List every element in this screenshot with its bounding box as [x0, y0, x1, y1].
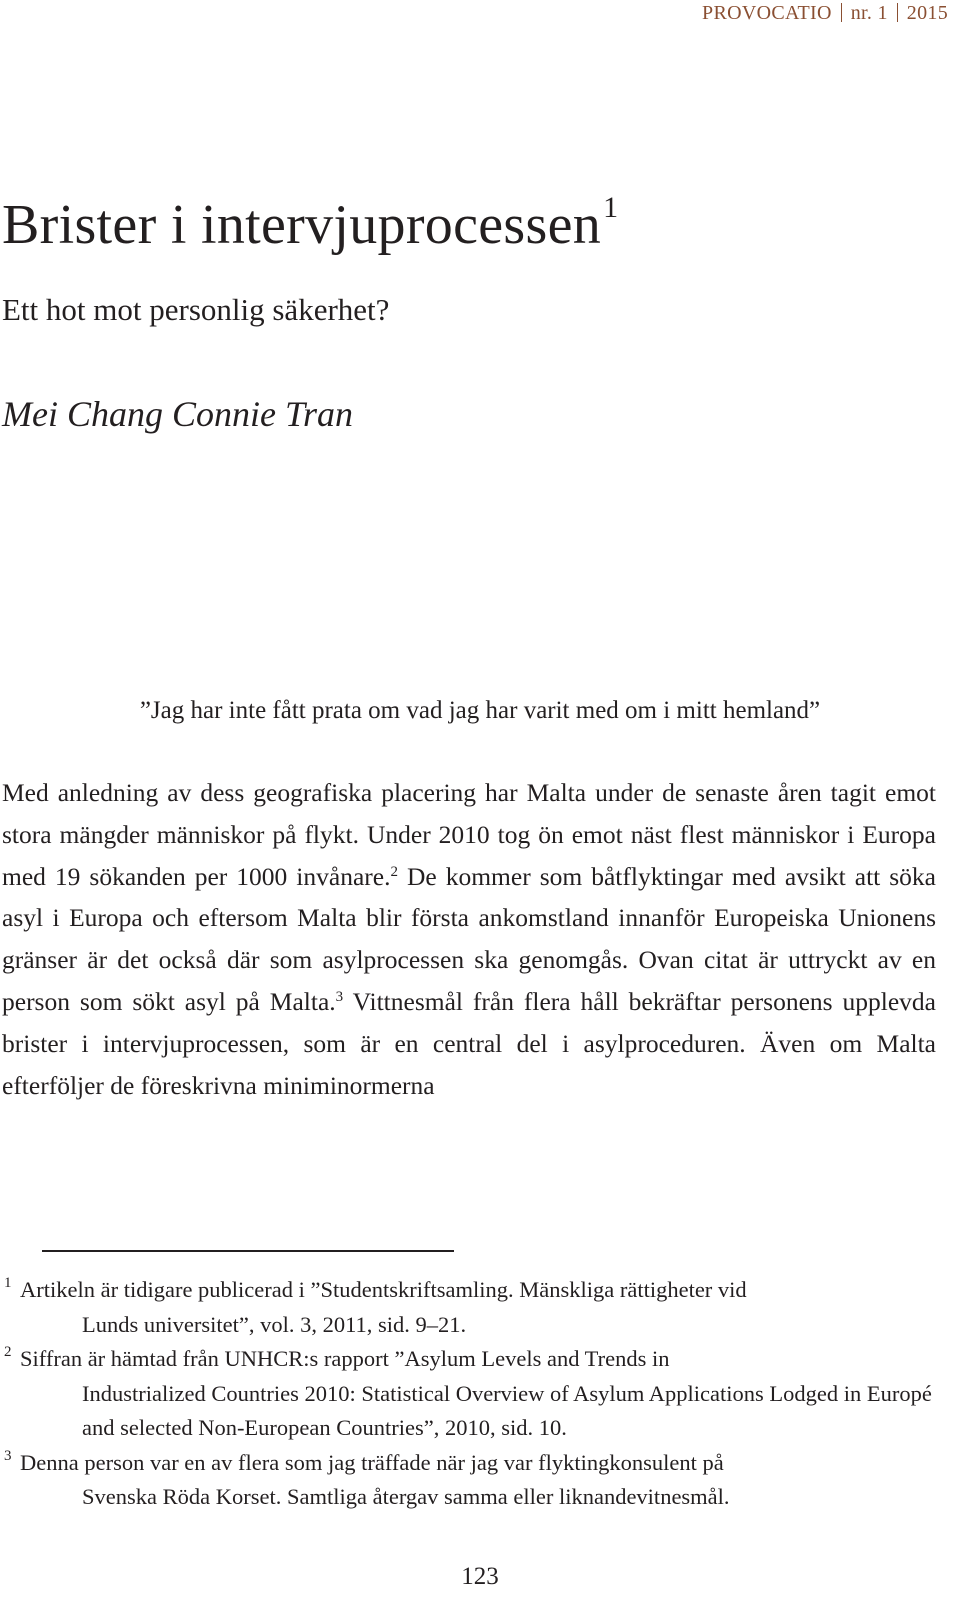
header-divider [897, 3, 898, 22]
footnote-number: 2 [4, 1344, 12, 1360]
body-text-part: Med anledning av dess geografiska placering har Malta under de senaste åren tagit emot stora mängder människor på flykt. Under 2010 tog ön emot näst flest människor i Europa med 19 sökanden per 1000 invånare. [2, 778, 936, 891]
article-subtitle: Ett hot mot personlig säkerhet? [2, 292, 390, 327]
body-paragraph [2, 772, 936, 1106]
footnote-item [2, 1273, 936, 1342]
footnote-text-continued: Industrialized Countries 2010: Statistical Overview of Asylum Applications Lodged in Europé and selected Non-European Countries”, 2010, sid. 10. [82, 1380, 932, 1440]
article-author: Mei Chang Connie Tran [2, 394, 354, 434]
issue-number: nr. 1 [850, 2, 888, 24]
footnote-ref-3[interactable]: 3 [335, 988, 344, 1005]
footnote-text: Artikeln är tidigare publicerad i ”Studentskriftsamling. Mänskliga rättigheter vid [20, 1277, 747, 1302]
footnote-item [2, 1342, 936, 1446]
footnote-text: Denna person var en av flera som jag träffade när jag var flyktingkonsulent på [20, 1449, 724, 1475]
footnotes-section [2, 1273, 936, 1515]
footnote-text-continued: Svenska Röda Korset. Samtliga återgav samma eller liknandevitnesmål. [82, 1484, 730, 1509]
epigraph-quote: ”Jag har inte fått prata om vad jag har varit med om i mitt hemland” [139, 697, 821, 724]
footnote-text-continued: Lunds universitet”, vol. 3, 2011, sid. 9–21. [82, 1311, 467, 1337]
page-number: 123 [461, 1563, 499, 1590]
header-divider [841, 3, 842, 22]
footnote-number: 3 [4, 1447, 12, 1464]
article-title-text: Brister i intervjuprocessen [2, 194, 602, 256]
footnote-item [2, 1446, 936, 1515]
footnote-text: Siffran är hämtad från UNHCR:s rapport ”Asylum Levels and Trends in [20, 1346, 670, 1371]
running-header [702, 2, 948, 25]
body-text-part: De kommer som båtflyktingar med avsikt att söka asyl i Europa och eftersom Malta blir första ankomstland innanför Europeiska Unionens gränser är det också där som asylprocessen ska genomgås. Ovan citat är uttryckt av en person som sökt asyl på Malta. [2, 861, 936, 1016]
footnote-number: 1 [4, 1275, 12, 1291]
title-footnote-ref[interactable]: 1 [603, 191, 619, 224]
article-title [2, 190, 618, 260]
body-text-part: Vittnesmål från flera håll bekräftar personens upplevda brister i intervjuprocessen, som är en central del i asylproceduren. Även om Malta efterföljer de föreskrivna miniminormerna [2, 986, 936, 1100]
issue-year: 2015 [906, 2, 948, 24]
footnote-separator [42, 1250, 454, 1252]
footnote-ref-2[interactable]: 2 [390, 863, 398, 880]
journal-name: PROVOCATIO [702, 2, 832, 24]
